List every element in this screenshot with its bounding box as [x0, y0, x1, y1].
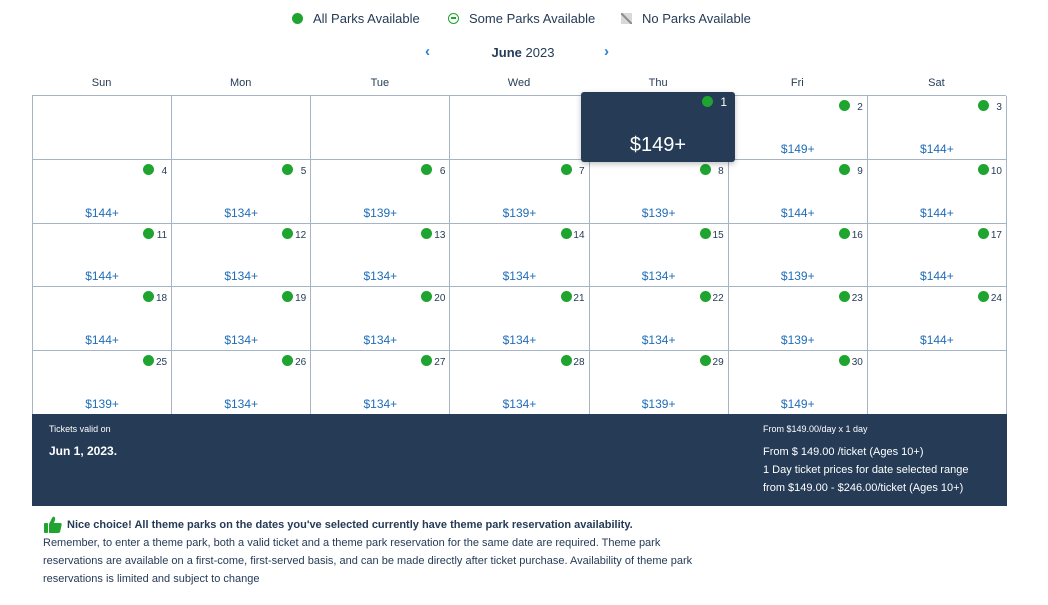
no-parks-available-icon	[621, 13, 632, 24]
all-parks-available-icon	[978, 164, 989, 175]
all-parks-available-icon	[839, 100, 850, 111]
day-price: $139+	[780, 269, 815, 284]
day-price: $134+	[641, 333, 676, 348]
day-price: $134+	[363, 396, 398, 411]
notice-body-line: Remember, to enter a theme park, both a valid ticket and a theme park reservation for the same date are required. Theme park	[43, 537, 661, 549]
day-price: $134+	[363, 269, 398, 284]
day-price: $149+	[780, 396, 815, 411]
all-parks-available-icon	[978, 228, 989, 239]
day-price: $144+	[85, 333, 119, 348]
chevron-left-icon[interactable]: ‹	[425, 43, 430, 60]
day-price: $134+	[502, 333, 537, 348]
legend-label: All Parks Available	[313, 11, 420, 26]
day-price: $139+	[641, 396, 676, 411]
day-number: 24	[990, 293, 1002, 305]
day-price: $134+	[224, 269, 259, 284]
all-parks-available-icon	[561, 355, 572, 366]
day-number: 15	[712, 229, 724, 241]
selected-date-cell[interactable]	[581, 92, 735, 162]
calendar-day-cell[interactable]	[590, 160, 729, 224]
weekday-sun: Sun	[91, 77, 112, 89]
month-name: June	[491, 45, 522, 60]
legend-some-parks	[448, 11, 595, 26]
calendar-day-cell[interactable]	[868, 224, 1007, 288]
day-price: $144+	[920, 269, 954, 284]
calendar-day-cell[interactable]	[729, 160, 868, 224]
day-number: 19	[295, 293, 307, 305]
day-price: $134+	[363, 333, 398, 348]
all-parks-available-icon	[978, 291, 989, 302]
month-year: 2023	[525, 45, 555, 60]
all-parks-available-icon	[561, 228, 572, 239]
empty-day-cell	[450, 96, 589, 160]
calendar-day-cell[interactable]	[33, 287, 172, 351]
calendar-day-cell[interactable]	[450, 160, 589, 224]
day-number: 3	[996, 102, 1002, 113]
day-number: 29	[712, 357, 724, 369]
calendar-day-cell[interactable]	[311, 287, 450, 351]
valid-date: Jun 1, 2023.	[49, 444, 118, 458]
legend-label: No Parks Available	[642, 11, 751, 26]
calendar-day-cell[interactable]	[590, 224, 729, 288]
day-price: $139+	[363, 205, 398, 220]
legend-no-parks	[621, 11, 751, 26]
day-price: $134+	[224, 333, 259, 348]
calendar-day-cell[interactable]	[311, 224, 450, 288]
day-price: $144+	[920, 205, 954, 220]
notice-body-line: reservations is limited and subject to change	[43, 573, 260, 585]
weekday-sat: Sat	[928, 77, 945, 89]
weekday-fri: Fri	[790, 77, 804, 89]
all-parks-available-icon	[282, 291, 293, 302]
all-parks-available-icon	[421, 164, 432, 175]
reservation-notice	[43, 516, 703, 588]
day-number: 10	[990, 165, 1002, 177]
day-price: $139+	[85, 396, 119, 411]
weekday-tue: Tue	[370, 77, 390, 89]
all-parks-available-icon	[839, 355, 850, 366]
weekday-wed: Wed	[507, 77, 531, 89]
notice-body-line: reservations are available on a first-come, first-served basis, and can be made directly after ticket purchase. Availability of theme park	[43, 555, 693, 567]
weekday-mon: Mon	[230, 77, 252, 89]
calendar-day-cell[interactable]	[868, 287, 1007, 351]
day-number: 16	[851, 229, 863, 241]
day-number: 9	[857, 165, 863, 177]
range-value: from $149.00 - $246.00/ticket (Ages 10+)	[763, 482, 964, 494]
day-price: $139+	[780, 333, 815, 348]
day-number: 21	[573, 293, 585, 305]
empty-day-cell	[172, 96, 311, 160]
day-number: 30	[851, 357, 863, 369]
all-parks-available-icon	[143, 228, 154, 239]
day-price: $134+	[502, 396, 537, 411]
some-parks-available-icon	[448, 13, 459, 24]
day-price: $134+	[224, 396, 259, 411]
availability-legend	[0, 11, 1048, 29]
chevron-right-icon[interactable]: ›	[604, 43, 609, 60]
notice-headline-row	[43, 516, 703, 534]
all-parks-available-icon	[702, 96, 713, 107]
day-number: 4	[161, 165, 168, 177]
empty-day-cell	[33, 96, 172, 160]
price-details	[763, 424, 1003, 497]
calendar-day-cell[interactable]	[729, 351, 868, 415]
day-price: $144+	[920, 333, 954, 348]
day-number: 18	[156, 293, 168, 305]
all-parks-available-icon	[421, 355, 432, 366]
notice-headline: Nice choice! All theme parks on the dates you've selected currently have theme park reservation availability.	[67, 519, 633, 531]
calendar-day-cell[interactable]	[172, 287, 311, 351]
calendar-grid	[32, 95, 1006, 414]
valid-on-label: Tickets valid on	[49, 424, 111, 434]
day-price: $144+	[85, 205, 119, 220]
all-parks-available-icon	[839, 164, 850, 175]
calendar-day-cell[interactable]	[311, 351, 450, 415]
calendar-day-cell[interactable]	[590, 351, 729, 415]
day-price: $139+	[641, 205, 676, 220]
empty-day-cell	[311, 96, 450, 160]
all-parks-available-icon	[143, 355, 154, 366]
all-parks-available-icon	[421, 291, 432, 302]
legend-all-parks	[292, 11, 420, 26]
day-number: 28	[573, 357, 585, 369]
legend-label: Some Parks Available	[469, 11, 596, 26]
day-number: 7	[578, 165, 585, 177]
month-navigation	[0, 44, 1048, 62]
calendar-day-cell[interactable]	[868, 160, 1007, 224]
all-parks-available-icon	[978, 100, 989, 111]
ticket-summary	[32, 414, 1007, 506]
day-price: $144+	[920, 141, 954, 156]
day-price: $149+	[629, 134, 687, 156]
range-label: 1 Day ticket prices for date selected range	[763, 464, 969, 476]
day-number: 6	[439, 165, 446, 177]
day-number: 17	[990, 229, 1002, 241]
calendar-day-cell[interactable]	[729, 224, 868, 288]
calendar-day-cell[interactable]	[590, 287, 729, 351]
calendar-day-cell[interactable]	[172, 351, 311, 415]
day-number: 8	[718, 165, 724, 177]
day-number: 11	[156, 229, 168, 241]
weekday-header	[32, 77, 1006, 91]
all-parks-available-icon	[143, 291, 154, 302]
calendar-day-cell[interactable]	[450, 224, 589, 288]
month-title	[440, 45, 606, 60]
all-parks-available-icon	[700, 228, 711, 239]
day-number: 1	[720, 95, 727, 109]
all-parks-available-icon	[700, 355, 711, 366]
all-parks-available-icon	[143, 164, 154, 175]
day-number: 2	[857, 102, 863, 113]
day-number: 20	[434, 293, 446, 305]
calendar-day-cell[interactable]	[172, 224, 311, 288]
all-parks-available-icon	[282, 228, 293, 239]
all-parks-available-icon	[561, 291, 572, 302]
day-price: $144+	[85, 269, 119, 284]
from-price: From $ 149.00 /ticket (Ages 10+)	[763, 446, 924, 458]
thumbs-up-icon	[43, 516, 63, 534]
day-number: 22	[712, 293, 724, 305]
calendar-day-cell[interactable]	[33, 160, 172, 224]
empty-day-cell	[868, 351, 1007, 415]
calendar-day-cell[interactable]	[729, 96, 868, 160]
day-number: 13	[434, 229, 446, 241]
calendar-day-cell[interactable]	[729, 287, 868, 351]
day-price: $149+	[780, 141, 815, 156]
per-day-price: From $149.00/day x 1 day	[763, 424, 868, 434]
day-number: 26	[295, 357, 307, 369]
notice-body	[43, 534, 703, 588]
day-number: 5	[300, 165, 307, 177]
calendar-day-cell[interactable]	[450, 351, 589, 415]
all-parks-available-icon	[292, 13, 303, 24]
calendar-day-cell[interactable]	[311, 160, 450, 224]
day-price: $139+	[502, 205, 537, 220]
all-parks-available-icon	[839, 291, 850, 302]
weekday-thu: Thu	[648, 77, 668, 89]
all-parks-available-icon	[700, 291, 711, 302]
calendar-day-cell[interactable]	[450, 287, 589, 351]
day-number: 12	[295, 229, 307, 241]
day-price: $134+	[641, 269, 676, 284]
calendar-day-cell[interactable]	[33, 224, 172, 288]
all-parks-available-icon	[839, 228, 850, 239]
day-number: 23	[851, 293, 863, 305]
day-price: $134+	[502, 269, 537, 284]
calendar-day-cell[interactable]	[33, 351, 172, 415]
day-number: 27	[434, 357, 446, 369]
all-parks-available-icon	[282, 164, 293, 175]
calendar-day-cell[interactable]	[172, 160, 311, 224]
day-price: $144+	[780, 205, 815, 220]
calendar-day-cell[interactable]	[868, 96, 1007, 160]
day-number: 25	[156, 357, 168, 369]
all-parks-available-icon	[700, 164, 711, 175]
all-parks-available-icon	[421, 228, 432, 239]
all-parks-available-icon	[561, 164, 572, 175]
day-price: $134+	[224, 205, 259, 220]
day-number: 14	[573, 229, 585, 241]
all-parks-available-icon	[282, 355, 293, 366]
